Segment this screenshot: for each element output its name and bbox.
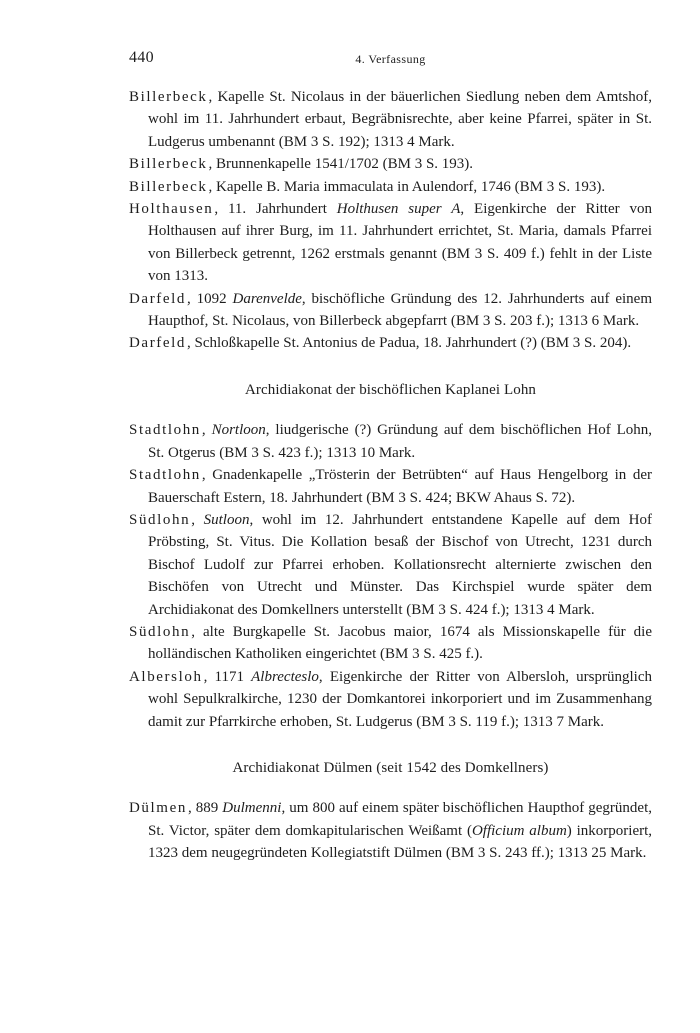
place-name: Südlohn — [129, 623, 191, 640]
place-name: Südlohn — [129, 511, 191, 528]
entry-text: , — [191, 511, 204, 528]
place-name: Billerbeck — [129, 156, 208, 173]
historical-name: Officium album — [471, 822, 567, 839]
historical-name: Dulmenni — [222, 800, 282, 817]
parish-entry — [129, 86, 652, 153]
place-name: Darfeld — [129, 290, 187, 307]
place-name: Billerbeck — [129, 89, 208, 105]
parish-entry — [129, 509, 652, 621]
entry-text: , Gnadenkapelle „Trösterin der Betrübten“ auf Haus Hengelborg in der Bauerschaft Estern, 18. Jahrhundert (BM 3 S. 424; BKW Ahaus S. 72). — [148, 467, 652, 506]
parish-entry — [129, 176, 652, 198]
page-number: 440 — [129, 49, 154, 66]
entry-text: , Schloßkapelle St. Antonius de Padua, 18. Jahrhundert (?) (BM 3 S. 204). — [187, 335, 632, 352]
entry-text: , Eigenkirche der Ritter von Holthausen auf ihrer Burg, im 11. Jahrhundert errichtet, St. Maria, damals Pfarrei von Billerbeck getrennt, 1262 erstmals genannt (BM 3 S. 409 f.) fehlt in der Liste von 1313. — [148, 201, 652, 285]
parish-entry — [129, 797, 652, 864]
entry-text: , — [201, 422, 212, 439]
section-heading: Archidiakonat Dülmen (seit 1542 des Domkellners) — [232, 759, 549, 776]
historical-name: Albrecteslo — [251, 668, 319, 685]
place-name: Stadtlohn — [129, 467, 201, 484]
entry-text: , liudgerische (?) Gründung auf dem bischöflichen Hof Lohn, St. Otgerus (BM 3 S. 423 f.); 1313 10 Mark. — [148, 422, 653, 461]
parish-entry — [129, 464, 652, 509]
page-header — [129, 49, 652, 71]
historical-name: Nortloon — [211, 422, 266, 439]
parish-entry — [129, 153, 652, 175]
main-text — [129, 86, 652, 865]
entry-text: , wohl im 12. Jahrhundert entstandene Kapelle auf dem Hof Pröbsting, St. Vitus. Die Kollation besaß der Bischof von Utrecht, 1231 durch Bischof Ludolf zur Pfarrei erhoben. Kollationsrecht alternierte zwischen den Bischöfen von Utrecht und Münster. Das Kirchspiel wurde später dem Archidiakonat des Domkellners unterstellt (BM 3 S. 424 f.); 1313 4 Mark. — [148, 511, 653, 618]
parish-entry — [129, 288, 652, 333]
place-name: Billerbeck — [129, 178, 208, 195]
place-name: Darfeld — [129, 335, 187, 352]
place-name: Holthausen — [129, 201, 214, 218]
entry-text: , alte Burgkapelle St. Jacobus maior, 1674 als Missionskapelle für die holländischen Katholiken eingerichtet (BM 3 S. 425 f.). — [148, 623, 652, 663]
place-name: Albersloh — [129, 668, 203, 685]
place-name: Stadtlohn — [129, 422, 201, 439]
entry-text: , Kapelle St. Nicolaus in der bäuerlichen Siedlung neben dem Amtshof, wohl im 11. Jahrhundert erbaut, Begräbnisrechte, aber keine Pfarrei, später in St. Ludgerus umbenannt (BM 3 S. 192); 1313 4 Mark. — [148, 89, 652, 150]
entry-text: , Brunnenkapelle 1541/1702 (BM 3 S. 193). — [208, 156, 474, 173]
historical-name: Holthusen super A — [336, 201, 461, 218]
entry-text: , bischöfliche Gründung des 12. Jahrhunderts auf einem Haupthof, St. Nicolaus, von Billerbeck abgepfarrt (BM 3 S. 203 f.); 1313 6 Mark. — [148, 290, 652, 330]
entry-text: , um 800 auf einem später bischöflichen Haupthof gegründet, St. Victor, später dem domkapitularischen Weißamt ( — [148, 800, 653, 839]
parish-entry — [129, 621, 652, 666]
historical-name: Sutloon — [203, 511, 250, 528]
parish-entry — [129, 419, 652, 464]
running-title: 4. Verfassung — [355, 52, 426, 66]
parish-entry — [129, 332, 652, 354]
place-name: Dülmen — [129, 800, 187, 817]
parish-entry — [129, 666, 652, 733]
parish-entry — [129, 198, 652, 288]
entry-text: , 1092 — [187, 290, 233, 307]
entry-text: , 1171 — [203, 668, 252, 685]
entry-text: , Kapelle B. Maria immaculata in Aulendorf, 1746 (BM 3 S. 193). — [208, 178, 606, 195]
entry-text: , 889 — [187, 800, 223, 817]
entry-text: ) inkorporiert, 1323 dem neugegründeten Kollegiatstift Dülmen (BM 3 S. 243 ff.); 1313 25 Mark. — [148, 822, 653, 862]
entry-text: , 11. Jahrhundert — [214, 201, 337, 218]
section-heading: Archidiakonat der bischöflichen Kaplanei Lohn — [244, 381, 537, 398]
entry-text: , Eigenkirche der Ritter von Albersloh, ursprünglich wohl Sepulkralkirche, 1230 der Domkantorei inkorporiert und im Zusammenhang damit zur Pfarrkirche erhoben, St. Ludgerus (BM 3 S. 119 f.); 1313 7 Mark. — [148, 668, 652, 730]
historical-name: Darenvelde — [232, 290, 302, 307]
